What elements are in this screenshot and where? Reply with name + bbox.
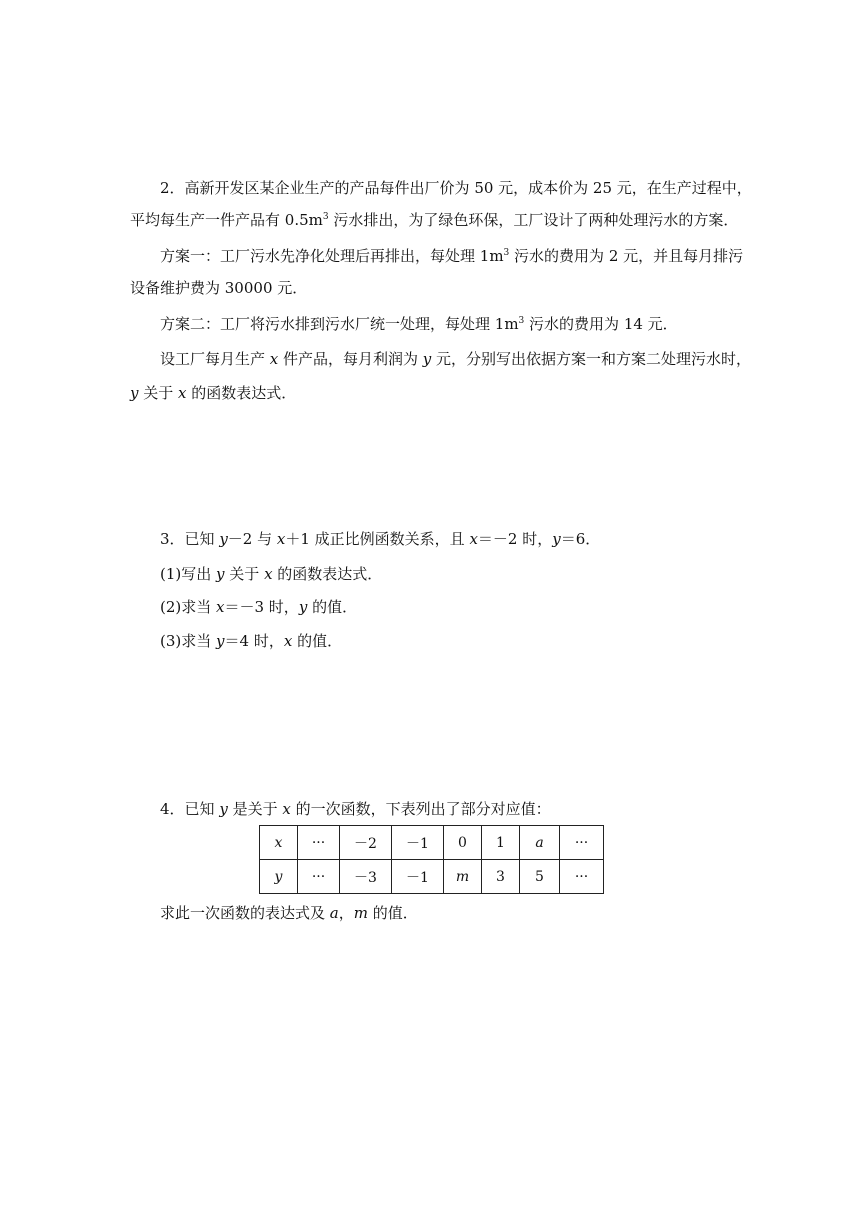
plan-1-line-1: 方案一：工厂污水先净化处理后再排出，每处理 $1m^3$ 污水的费用为 2 元，并且每月排污 bbox=[160, 247, 744, 265]
problem-4-stem: 4．已知 y 是关于 x 的一次函数，下表列出了部分对应值： bbox=[160, 800, 551, 818]
table-cell: －2 bbox=[340, 826, 392, 860]
plan-2-line: 方案二：工厂将污水排到污水厂统一处理，每处理 $1m^3$ 污水的费用为 14 元． bbox=[160, 315, 678, 333]
problem-3-part-1: (1)写出 y 关于 x 的函数表达式． bbox=[160, 565, 383, 583]
table-cell: －3 bbox=[340, 860, 392, 894]
table-cell: a bbox=[520, 826, 560, 860]
table-cell: 1 bbox=[482, 826, 520, 860]
problem-2-line-2: 平均每生产一件产品有 $0.5m^3$ 污水排出，为了绿色环保，工厂设计了两种处理污水的方案． bbox=[130, 211, 739, 229]
table-cell: ··· bbox=[560, 826, 604, 860]
problem-2-setup: 设工厂每月生产 x 件产品，每月利润为 y 元，分别写出依据方案一和方案二处理污水时， bbox=[160, 350, 752, 368]
table-cell: x bbox=[260, 826, 298, 860]
table-cell: 5 bbox=[520, 860, 560, 894]
problem-3-part-2: (2)求当 x＝－3 时，y 的值． bbox=[160, 598, 358, 616]
table-cell: m bbox=[444, 860, 482, 894]
problem-3-part-3: (3)求当 y＝4 时，x 的值． bbox=[160, 632, 343, 650]
problem-3-stem: 3．已知 y－2 与 x＋1 成正比例函数关系，且 x＝－2 时，y＝6． bbox=[160, 530, 601, 548]
table-row-x bbox=[260, 826, 604, 860]
problem-2-line-1: 2．高新开发区某企业生产的产品每件出厂价为 50 元，成本价为 25 元，在生产过程中， bbox=[160, 179, 752, 197]
table-cell: ··· bbox=[298, 860, 340, 894]
problem-4-question: 求此一次函数的表达式及 a，m 的值． bbox=[160, 904, 418, 922]
table-cell: ··· bbox=[560, 860, 604, 894]
table-cell: －1 bbox=[392, 860, 444, 894]
problem-2-question: y 关于 x 的函数表达式． bbox=[130, 384, 297, 402]
plan-1-line-2: 设备维护费为 30000 元． bbox=[130, 279, 308, 297]
table-cell: y bbox=[260, 860, 298, 894]
value-table bbox=[259, 825, 604, 894]
table-cell: ··· bbox=[298, 826, 340, 860]
table-cell: －1 bbox=[392, 826, 444, 860]
table-cell: 0 bbox=[444, 826, 482, 860]
table-row-y bbox=[260, 860, 604, 894]
table-cell: 3 bbox=[482, 860, 520, 894]
